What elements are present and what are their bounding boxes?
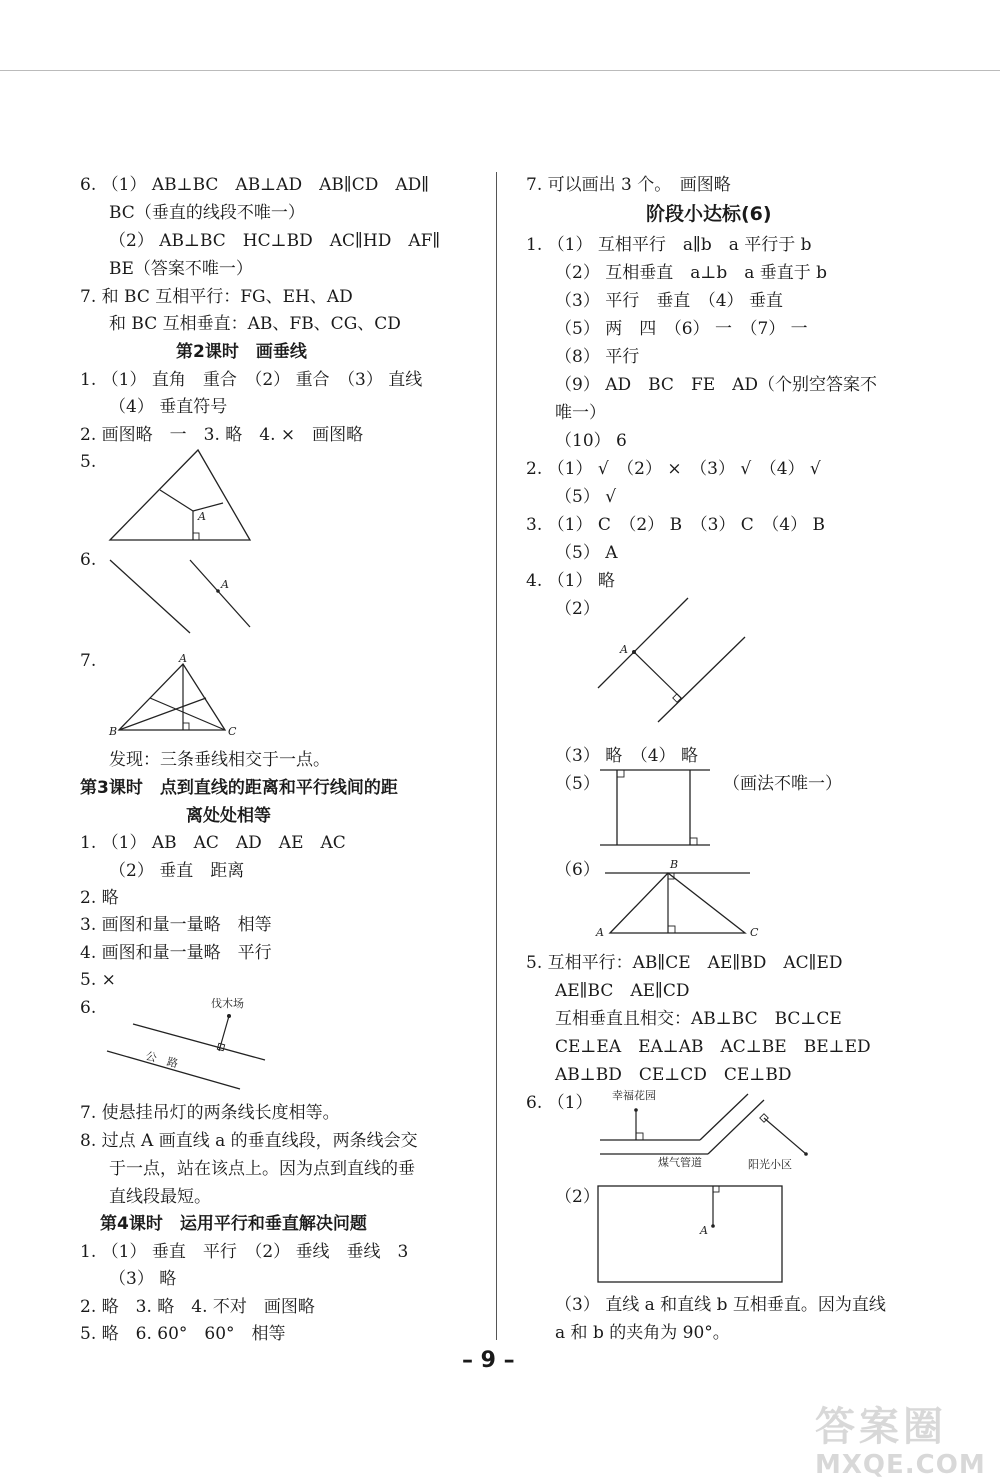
figure-triangle-altitudes xyxy=(105,652,245,737)
l4-line1: 1. （1） 垂直 平行 （2） 垂线 垂线 3 xyxy=(80,1242,409,1262)
r1-line2: （2） 互相垂直 a⊥b a 垂直于 b xyxy=(555,263,828,283)
lesson3-title-line2: 离处处相等 xyxy=(186,806,271,826)
figure-rectangle-perp xyxy=(595,765,715,850)
r5-line2: AE∥BC AE∥CD xyxy=(555,981,690,1001)
l2-line3: 2. 画图略 一 3. 略 4. × 画图略 xyxy=(80,425,364,445)
l2-q5-label: 5. xyxy=(80,452,97,472)
label-lumber: 伐木场 xyxy=(211,997,244,1010)
l3-line6: 5. × xyxy=(80,970,116,990)
figure-triangle-base-line xyxy=(590,858,770,938)
r1-line6: （9） AD BC FE AD（个别空答案不 xyxy=(555,375,878,395)
l3-line1: 1. （1） AB AC AD AE AC xyxy=(80,833,346,853)
r1-line1: 1. （1） 互相平行 a∥b a 平行于 b xyxy=(526,235,812,255)
r4-6-label: （6） xyxy=(555,860,600,880)
r6-3-line1: （3） 直线 a 和直线 b 互相垂直。因为直线 xyxy=(555,1295,886,1315)
lesson4-title: 第4课时 运用平行和垂直解决问题 xyxy=(100,1214,367,1234)
q6-line1: 6. （1） AB⊥BC AB⊥AD AB∥CD AD∥ xyxy=(80,175,430,195)
l2-line2: （4） 垂直符号 xyxy=(109,397,228,417)
r1-line3: （3） 平行 垂直 （4） 垂直 xyxy=(555,291,783,311)
top-rule xyxy=(0,70,1000,71)
l3-line5: 4. 画图和量一量略 平行 xyxy=(80,943,272,963)
r1-line7: 唯一） xyxy=(555,403,606,423)
r5-line1: 5. 互相平行：AB∥CE AE∥BD AC∥ED xyxy=(526,953,843,973)
r4-line1: 4. （1） 略 xyxy=(526,571,615,591)
l3-line11: 直线段最短。 xyxy=(109,1187,211,1207)
label-gas: 煤气管道 xyxy=(658,1156,702,1169)
q7-line1: 7. 和 BC 互相平行：FG、EH、AD xyxy=(80,287,353,307)
r3-line1: 3. （1） C （2） B （3） C （4） B xyxy=(526,515,826,535)
page-number: – 9 – xyxy=(462,1348,515,1373)
r6-3-line2: a 和 b 的夹角为 90°。 xyxy=(555,1323,730,1343)
lesson2-title: 第2课时 画垂线 xyxy=(176,342,307,362)
l2-q6-label: 6. xyxy=(80,550,97,570)
fig5-label-a: A xyxy=(198,510,206,523)
figure-rectangle-point xyxy=(596,1184,786,1286)
lesson3-title-line1: 第3课时 点到直线的距离和平行线间的距 xyxy=(80,778,398,798)
q6-line2: BC（垂直的线段不唯一） xyxy=(109,203,305,223)
column-divider xyxy=(496,172,497,1340)
l4-line4: 5. 略 6. 60° 60° 相等 xyxy=(80,1324,286,1344)
l3-line4: 3. 画图和量一量略 相等 xyxy=(80,915,272,935)
r1-line5: （8） 平行 xyxy=(555,347,640,367)
watermark-url: MXQE.COM xyxy=(815,1450,986,1480)
r5-line5: AB⊥BD CE⊥CD CE⊥BD xyxy=(555,1065,792,1085)
fig6-label-a: A xyxy=(221,578,229,591)
q7-line2: 和 BC 互相垂直：AB、FB、CG、CD xyxy=(109,314,401,334)
label-garden: 幸福花园 xyxy=(612,1089,656,1102)
l3-line3: 2. 略 xyxy=(80,888,119,908)
figure-parallel-perp xyxy=(590,595,750,725)
l2-finding: 发现：三条垂线相交于一点。 xyxy=(109,750,330,770)
l3-line10: 于一点，站在该点上。因为点到直线的垂 xyxy=(109,1159,415,1179)
fig-r46-label-b: B xyxy=(670,858,679,871)
r3-line2: （5） A xyxy=(555,543,618,563)
q6-line3: （2） AB⊥BC HC⊥BD AC∥HD AF∥ xyxy=(109,231,441,251)
label-sunshine: 阳光小区 xyxy=(748,1158,792,1171)
l3-line8: 7. 使悬挂吊灯的两条线长度相等。 xyxy=(80,1103,340,1123)
fig-r46-label-c: C xyxy=(750,926,759,939)
label-road: 公 路 xyxy=(144,1049,180,1071)
fig-r42-label-a: A xyxy=(620,643,628,656)
figure-gas-pipe xyxy=(596,1088,856,1178)
fig7-label-b: B xyxy=(109,725,118,738)
r6-2-label: （2） xyxy=(555,1187,600,1207)
figure-road-lumber xyxy=(105,993,275,1093)
l4-line2: （3） 略 xyxy=(109,1269,177,1289)
r7-line: 7. 可以画出 3 个。 画图略 xyxy=(526,175,731,195)
r6-1-label: 6. （1） xyxy=(526,1093,593,1113)
figure-parallel-line xyxy=(105,555,255,635)
l4-line3: 2. 略 3. 略 4. 不对 画图略 xyxy=(80,1297,315,1317)
r1-line4: （5） 两 四 （6） 一 （7） 一 xyxy=(555,319,808,339)
r2-line2: （5） √ xyxy=(555,487,617,507)
r4-5-label: （5） xyxy=(555,774,600,794)
r5-line4: CE⊥EA EA⊥AB AC⊥BE BE⊥ED xyxy=(555,1037,871,1057)
fig-r62-label-a: A xyxy=(700,1224,708,1237)
l3-line2: （2） 垂直 距离 xyxy=(109,861,245,881)
watermark-cn: 答案圈 xyxy=(815,1404,947,1450)
fig7-label-c: C xyxy=(228,725,237,738)
figure-triangle-perpendiculars xyxy=(105,445,255,545)
fig7-label-a: A xyxy=(179,652,187,665)
r4-line3: （3） 略 （4） 略 xyxy=(555,746,698,766)
r4-5-note: （画法不唯一） xyxy=(723,774,842,794)
q6-line4: BE（答案不唯一） xyxy=(109,259,253,279)
l2-q7-label: 7. xyxy=(80,651,97,671)
r1-line8: （10） 6 xyxy=(555,431,627,451)
l3-line9: 8. 过点 A 画直线 a 的垂直线段，两条线会交 xyxy=(80,1131,418,1151)
stage-title: 阶段小达标(6) xyxy=(646,203,772,225)
r5-line3: 互相垂直且相交：AB⊥BC BC⊥CE xyxy=(555,1009,842,1029)
fig-r46-label-a: A xyxy=(596,926,604,939)
r4-line2: （2） xyxy=(555,599,600,619)
l2-line1: 1. （1） 直角 重合 （2） 重合 （3） 直线 xyxy=(80,370,423,390)
r2-line1: 2. （1） √ （2） × （3） √ （4） √ xyxy=(526,459,821,479)
watermark xyxy=(815,1395,986,1480)
l3-line7: 6. xyxy=(80,998,97,1018)
